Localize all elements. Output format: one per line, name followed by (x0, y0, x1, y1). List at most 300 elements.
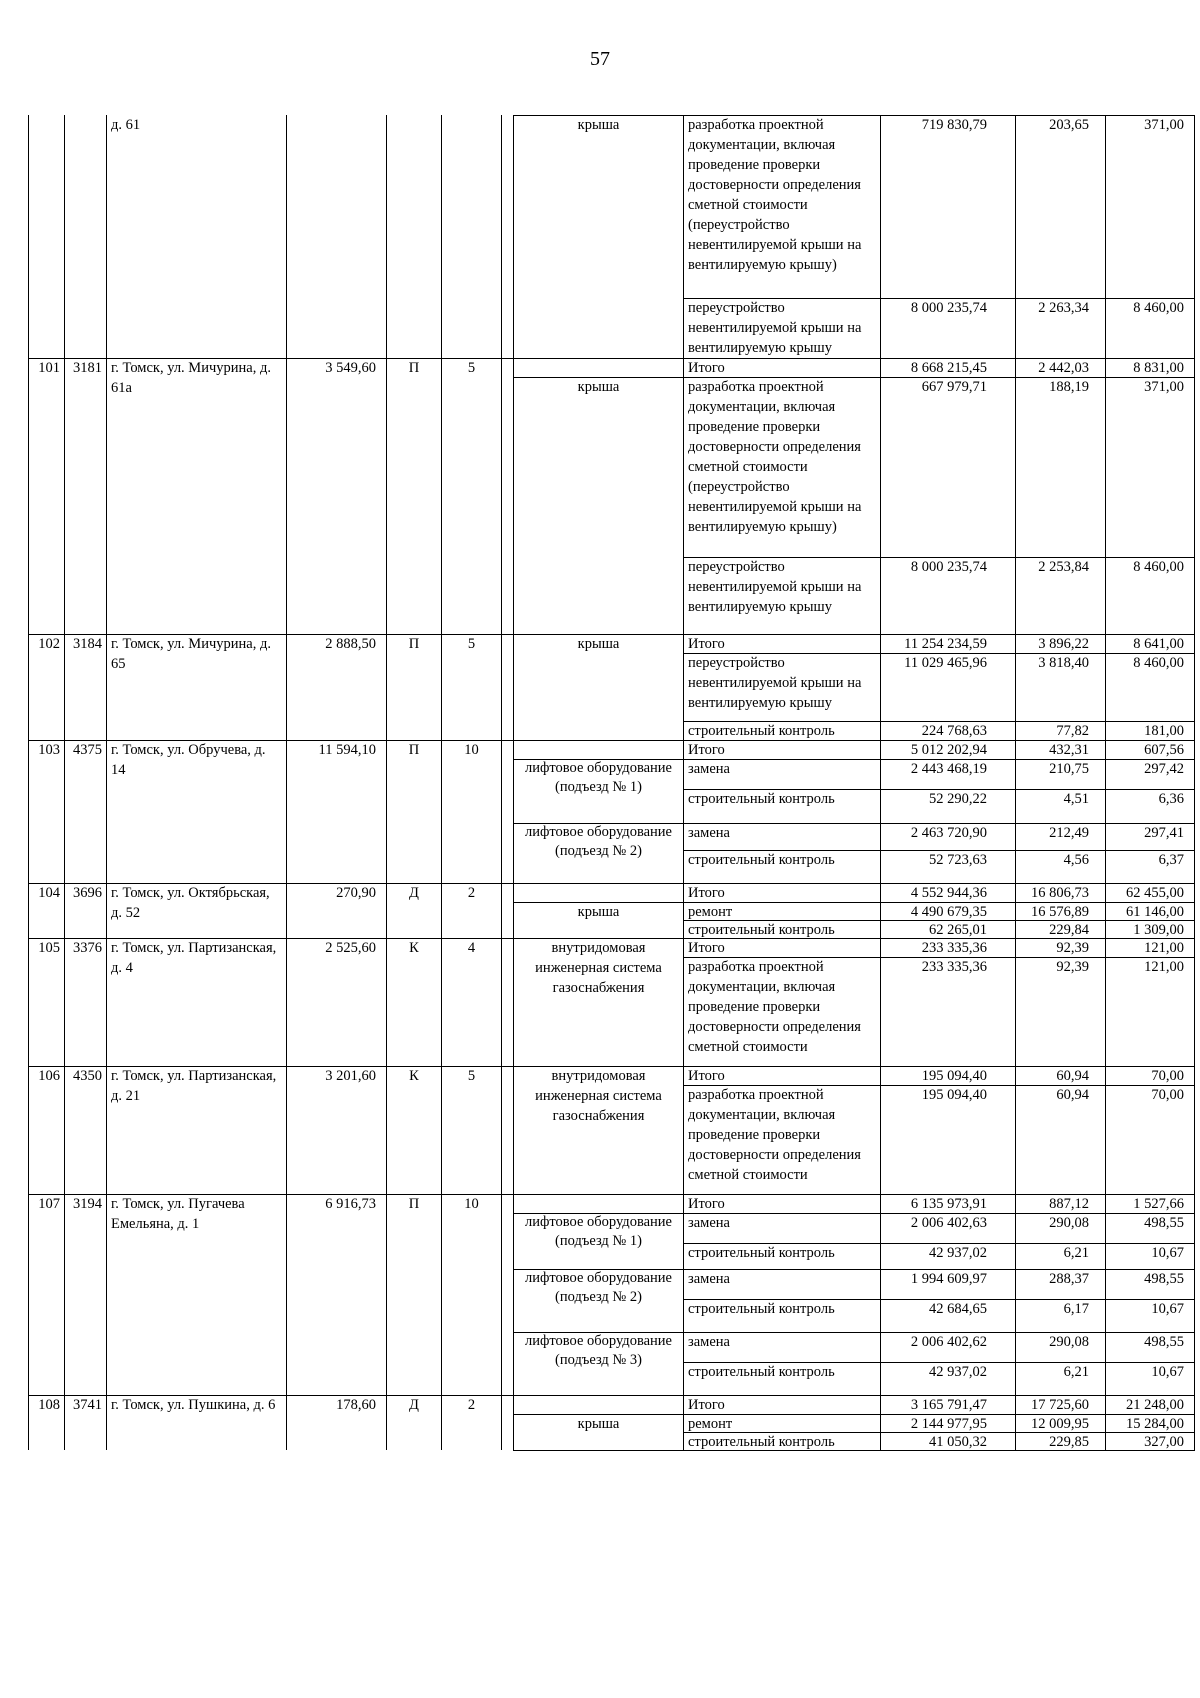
cell-address (106, 957, 286, 1066)
row-divider (683, 653, 1195, 654)
cell-unit: 203,65 (1015, 115, 1105, 298)
cell-limit: 8 460,00 (1105, 298, 1195, 358)
cell-material (386, 1269, 441, 1299)
cell-system: крыша (513, 377, 683, 557)
cell-unit: 60,94 (1015, 1085, 1105, 1194)
cell-material (386, 721, 441, 740)
cell-work: замена (683, 759, 880, 789)
cell-work: ремонт (683, 902, 880, 920)
cell-area: 270,90 (286, 883, 386, 902)
cell-limit: 181,00 (1105, 721, 1195, 740)
table-row (28, 1243, 1184, 1269)
cell-system (513, 789, 683, 823)
cell-cost: 41 050,32 (880, 1432, 1015, 1450)
cell-system (513, 1299, 683, 1332)
cell-no (28, 957, 64, 1066)
cell-address (106, 298, 286, 358)
row-divider (28, 358, 1195, 359)
cell-cost: 11 029 465,96 (880, 653, 1015, 721)
cell-unit: 2 253,84 (1015, 557, 1105, 634)
cell-system (513, 1395, 683, 1414)
cell-limit: 8 460,00 (1105, 653, 1195, 721)
cell-code (64, 759, 106, 789)
row-divider (28, 883, 1195, 884)
cell-unit: 2 442,03 (1015, 358, 1105, 377)
cell-code (64, 1213, 106, 1243)
table-row (28, 850, 1184, 883)
cell-floors (441, 850, 501, 883)
cell-floors (441, 957, 501, 1066)
cell-unit: 60,94 (1015, 1066, 1105, 1085)
cell-unit: 16 806,73 (1015, 883, 1105, 902)
cell-code (64, 957, 106, 1066)
cell-gap (501, 377, 513, 557)
cell-material (386, 115, 441, 298)
table-row (28, 957, 1184, 1066)
cell-address (106, 850, 286, 883)
page-number: 57 (590, 48, 610, 70)
cell-code (64, 1085, 106, 1194)
table-row (28, 938, 1184, 996)
cell-system (513, 1085, 683, 1194)
cell-limit: 498,55 (1105, 1269, 1195, 1299)
cell-limit: 1 527,66 (1105, 1194, 1195, 1213)
cell-floors (441, 1414, 501, 1432)
cell-cost: 4 552 944,36 (880, 883, 1015, 902)
cell-unit: 6,17 (1015, 1299, 1105, 1332)
row-divider (683, 1085, 1195, 1086)
cell-no (28, 1085, 64, 1194)
table-row (28, 1213, 1184, 1249)
cell-gap (501, 1194, 513, 1213)
cell-code: 3376 (64, 938, 106, 957)
cell-unit: 290,08 (1015, 1332, 1105, 1362)
cell-address: г. Томск, ул. Пушкина, д. 6 (106, 1395, 286, 1414)
cell-cost: 195 094,40 (880, 1085, 1015, 1194)
cell-work: строительный контроль (683, 1299, 880, 1332)
cell-gap (501, 1395, 513, 1414)
row-divider (28, 1395, 1195, 1396)
cell-no: 107 (28, 1194, 64, 1213)
cell-material (386, 850, 441, 883)
cell-gap (501, 759, 513, 789)
cell-gap (501, 358, 513, 377)
cell-work: Итого (683, 634, 880, 653)
cell-unit: 17 725,60 (1015, 1395, 1105, 1414)
cell-limit: 8 641,00 (1105, 634, 1195, 653)
cell-gap (501, 653, 513, 721)
cell-gap (501, 920, 513, 938)
cell-floors (441, 1299, 501, 1332)
cell-gap (501, 1066, 513, 1085)
cell-no (28, 850, 64, 883)
cell-no: 104 (28, 883, 64, 902)
cell-unit: 16 576,89 (1015, 902, 1105, 920)
cell-system (513, 1194, 683, 1213)
cell-address (106, 1269, 286, 1299)
cell-code (64, 377, 106, 557)
cell-area (286, 1299, 386, 1332)
cell-code (64, 823, 106, 850)
cell-floors (441, 377, 501, 557)
cell-limit: 371,00 (1105, 377, 1195, 557)
cell-floors: 10 (441, 740, 501, 759)
cell-code (64, 1432, 106, 1450)
cell-area (286, 1085, 386, 1194)
table-row (28, 557, 1184, 634)
cell-limit: 6,37 (1105, 850, 1195, 883)
row-divider (28, 1066, 1195, 1067)
cell-floors (441, 789, 501, 823)
table-row (28, 1269, 1184, 1305)
cell-area: 11 594,10 (286, 740, 386, 759)
cell-no (28, 759, 64, 789)
cell-floors (441, 1085, 501, 1194)
cell-gap (501, 557, 513, 634)
cell-area (286, 298, 386, 358)
cell-material (386, 759, 441, 789)
cell-address (106, 789, 286, 823)
cell-no: 103 (28, 740, 64, 759)
cell-code (64, 298, 106, 358)
cell-material (386, 902, 441, 920)
cell-limit: 61 146,00 (1105, 902, 1195, 920)
cell-gap (501, 721, 513, 740)
table-row (28, 1066, 1184, 1124)
cell-area: 6 916,73 (286, 1194, 386, 1213)
cell-unit: 887,12 (1015, 1194, 1105, 1213)
cell-cost: 2 144 977,95 (880, 1414, 1015, 1432)
cell-address: г. Томск, ул. Мичурина, д. 65 (106, 634, 286, 653)
cell-limit: 62 455,00 (1105, 883, 1195, 902)
table-row (28, 823, 1184, 859)
row-divider (513, 1414, 1195, 1415)
cell-work: ремонт (683, 1414, 880, 1432)
cell-work: строительный контроль (683, 1362, 880, 1395)
cell-work: замена (683, 1269, 880, 1299)
cell-unit: 2 263,34 (1015, 298, 1105, 358)
cell-gap (501, 298, 513, 358)
cell-floors: 10 (441, 1194, 501, 1213)
cell-cost: 5 012 202,94 (880, 740, 1015, 759)
cell-cost: 233 335,36 (880, 957, 1015, 1066)
cell-gap (501, 1414, 513, 1432)
cell-gap (501, 883, 513, 902)
cell-work: переустройство невентилируемой крыши на вентилируемую крышу (683, 653, 880, 721)
cell-limit: 15 284,00 (1105, 1414, 1195, 1432)
cell-system: лифтовое оборудование (подъезд № 2) (513, 1269, 683, 1299)
cell-address (106, 721, 286, 740)
cell-floors (441, 902, 501, 920)
cell-cost: 224 768,63 (880, 721, 1015, 740)
row-divider (513, 823, 1195, 824)
cell-code: 4375 (64, 740, 106, 759)
cell-material (386, 377, 441, 557)
cell-limit: 8 460,00 (1105, 557, 1195, 634)
cell-system: лифтовое оборудование (подъезд № 2) (513, 823, 683, 850)
cell-cost: 2 006 402,63 (880, 1213, 1015, 1243)
cell-floors (441, 1269, 501, 1299)
cell-floors (441, 721, 501, 740)
cell-system (513, 1243, 683, 1269)
cell-floors (441, 1213, 501, 1243)
cell-work: Итого (683, 1066, 880, 1085)
row-divider (683, 557, 1195, 558)
cell-no (28, 1213, 64, 1243)
cell-floors (441, 557, 501, 634)
cell-address (106, 1432, 286, 1450)
cell-area (286, 721, 386, 740)
cell-cost: 11 254 234,59 (880, 634, 1015, 653)
cell-address: г. Томск, ул. Обручева, д. 14 (106, 740, 286, 759)
cell-code: 3194 (64, 1194, 106, 1213)
cell-system: крыша (513, 1414, 683, 1432)
cell-gap (501, 1269, 513, 1299)
table-row (28, 1332, 1184, 1368)
cell-unit: 4,56 (1015, 850, 1105, 883)
cell-address (106, 377, 286, 557)
cell-floors (441, 1243, 501, 1269)
cell-area (286, 557, 386, 634)
cell-floors: 2 (441, 1395, 501, 1414)
cell-area (286, 789, 386, 823)
cell-area: 2 525,60 (286, 938, 386, 957)
cell-area: 3 549,60 (286, 358, 386, 377)
cell-address (106, 557, 286, 634)
row-divider (513, 1213, 1195, 1214)
cell-code (64, 920, 106, 938)
cell-cost: 8 000 235,74 (880, 298, 1015, 358)
row-divider (683, 1432, 1195, 1433)
cell-code: 3696 (64, 883, 106, 902)
cell-area: 2 888,50 (286, 634, 386, 653)
cell-address (106, 1414, 286, 1432)
cell-limit: 10,67 (1105, 1362, 1195, 1395)
cell-limit: 1 309,00 (1105, 920, 1195, 938)
cell-cost: 42 937,02 (880, 1362, 1015, 1395)
cell-address (106, 1085, 286, 1194)
cell-no (28, 1414, 64, 1432)
cell-cost: 667 979,71 (880, 377, 1015, 557)
row-divider (513, 1332, 1195, 1333)
cell-system: лифтовое оборудование (подъезд № 1) (513, 759, 683, 789)
row-divider (513, 902, 1195, 903)
cell-material (386, 1299, 441, 1332)
table-row (28, 1414, 1184, 1432)
cell-system (513, 557, 683, 634)
cell-material: П (386, 1194, 441, 1213)
cell-no (28, 789, 64, 823)
cell-gap (501, 1213, 513, 1243)
cell-system: крыша (513, 115, 683, 298)
cell-no (28, 1432, 64, 1450)
cell-no: 102 (28, 634, 64, 653)
cell-address: г. Томск, ул. Партизанская, д. 21 (106, 1066, 286, 1085)
cell-no (28, 653, 64, 721)
cell-address: г. Томск, ул. Партизанская, д. 4 (106, 938, 286, 957)
cell-gap (501, 850, 513, 883)
cell-work: Итого (683, 740, 880, 759)
cell-work: переустройство невентилируемой крыши на вентилируемую крышу (683, 298, 880, 358)
cell-material: П (386, 358, 441, 377)
cell-system: внутридомовая инженерная система газоснабжения (513, 1066, 683, 1085)
cell-floors (441, 1332, 501, 1362)
cell-floors (441, 115, 501, 298)
table-row (28, 1362, 1184, 1395)
cell-code (64, 902, 106, 920)
cell-cost: 3 165 791,47 (880, 1395, 1015, 1414)
cell-work: Итого (683, 938, 880, 957)
cell-area (286, 1269, 386, 1299)
cell-limit: 10,67 (1105, 1299, 1195, 1332)
cell-material (386, 653, 441, 721)
cell-unit: 12 009,95 (1015, 1414, 1105, 1432)
cell-gap (501, 115, 513, 298)
cell-system: лифтовое оборудование (подъезд № 3) (513, 1332, 683, 1362)
cell-area (286, 115, 386, 298)
cell-unit: 92,39 (1015, 938, 1105, 957)
cell-code (64, 115, 106, 298)
table-row (28, 298, 1184, 358)
cell-area (286, 759, 386, 789)
cell-system (513, 358, 683, 377)
cell-floors (441, 653, 501, 721)
cell-unit: 288,37 (1015, 1269, 1105, 1299)
cell-gap (501, 1299, 513, 1332)
cell-system: внутридомовая инженерная система газоснабжения (513, 938, 683, 957)
cell-code: 4350 (64, 1066, 106, 1085)
cell-floors: 5 (441, 358, 501, 377)
table-row (28, 1395, 1184, 1414)
cell-system (513, 721, 683, 740)
cell-area: 3 201,60 (286, 1066, 386, 1085)
cell-system (513, 1432, 683, 1450)
cell-limit: 10,67 (1105, 1243, 1195, 1269)
cell-address: г. Томск, ул. Пугачева Емельяна, д. 1 (106, 1194, 286, 1213)
cell-system (513, 298, 683, 358)
cell-address (106, 653, 286, 721)
cell-work: замена (683, 1213, 880, 1243)
cell-no (28, 557, 64, 634)
cell-floors (441, 823, 501, 850)
cell-material (386, 823, 441, 850)
cell-address: г. Томск, ул. Октябрьская, д. 52 (106, 883, 286, 902)
cell-no (28, 823, 64, 850)
table-row (28, 653, 1184, 721)
row-divider (683, 298, 1195, 299)
cell-code: 3181 (64, 358, 106, 377)
cell-material (386, 920, 441, 938)
row-divider (683, 850, 1195, 851)
cell-code (64, 850, 106, 883)
cell-unit: 6,21 (1015, 1243, 1105, 1269)
cell-work: строительный контроль (683, 850, 880, 883)
cell-area (286, 1362, 386, 1395)
cell-material (386, 1085, 441, 1194)
cell-limit: 371,00 (1105, 115, 1195, 298)
cell-cost: 4 490 679,35 (880, 902, 1015, 920)
cell-cost: 719 830,79 (880, 115, 1015, 298)
cell-code: 3741 (64, 1395, 106, 1414)
cell-unit: 229,85 (1015, 1432, 1105, 1450)
cell-area (286, 1414, 386, 1432)
cell-floors (441, 298, 501, 358)
cell-limit: 607,56 (1105, 740, 1195, 759)
cell-limit: 297,41 (1105, 823, 1195, 850)
cell-work: Итого (683, 883, 880, 902)
cell-gap (501, 1085, 513, 1194)
table-bottom-border (513, 1450, 1195, 1451)
cell-work: строительный контроль (683, 920, 880, 938)
row-divider (28, 1194, 1195, 1195)
cell-no: 101 (28, 358, 64, 377)
cell-address (106, 759, 286, 789)
row-divider (513, 115, 1195, 116)
cell-system (513, 850, 683, 883)
table-row (28, 759, 1184, 795)
row-divider (683, 1243, 1195, 1244)
row-divider (683, 1299, 1195, 1300)
cell-limit: 70,00 (1105, 1066, 1195, 1085)
cell-work: замена (683, 1332, 880, 1362)
cell-cost: 1 994 609,97 (880, 1269, 1015, 1299)
cell-gap (501, 634, 513, 653)
cell-system (513, 920, 683, 938)
cell-no (28, 1299, 64, 1332)
cell-code (64, 789, 106, 823)
cell-no (28, 1243, 64, 1269)
cell-work: разработка проектной документации, включая проведение проверки достоверности определения сметной стоимости (переустройство невентилируемой крыши на вентилируемую крышу) (683, 115, 880, 298)
cell-system (513, 740, 683, 759)
cell-address (106, 1243, 286, 1269)
cell-limit: 498,55 (1105, 1213, 1195, 1243)
cell-material (386, 789, 441, 823)
cell-address (106, 1332, 286, 1362)
cell-work: строительный контроль (683, 721, 880, 740)
cell-code (64, 557, 106, 634)
cell-floors (441, 1362, 501, 1395)
cell-gap (501, 1362, 513, 1395)
cell-no (28, 377, 64, 557)
row-divider (28, 634, 1195, 635)
cell-area: 178,60 (286, 1395, 386, 1414)
cell-address: д. 61 (106, 115, 286, 298)
cell-work: разработка проектной документации, включая проведение проверки достоверности определения сметной стоимости (683, 957, 880, 1066)
cell-code (64, 1414, 106, 1432)
cell-material: П (386, 634, 441, 653)
cell-cost: 195 094,40 (880, 1066, 1015, 1085)
cell-work: разработка проектной документации, включая проведение проверки достоверности определения сметной стоимости (переустройство невентилируемой крыши на вентилируемую крышу) (683, 377, 880, 557)
cell-material (386, 557, 441, 634)
cell-no (28, 1269, 64, 1299)
cell-unit: 290,08 (1015, 1213, 1105, 1243)
cell-material: Д (386, 1395, 441, 1414)
cell-floors (441, 920, 501, 938)
cell-material (386, 1213, 441, 1243)
cell-floors: 5 (441, 1066, 501, 1085)
cell-material (386, 1432, 441, 1450)
cell-work: Итого (683, 358, 880, 377)
cell-limit: 121,00 (1105, 957, 1195, 1066)
cell-code (64, 1269, 106, 1299)
cell-work: разработка проектной документации, включая проведение проверки достоверности определения сметной стоимости (683, 1085, 880, 1194)
cell-no (28, 298, 64, 358)
cell-unit: 210,75 (1015, 759, 1105, 789)
table-row (28, 902, 1184, 920)
cell-work: строительный контроль (683, 1432, 880, 1450)
cell-address (106, 1299, 286, 1332)
row-divider (28, 938, 1195, 939)
